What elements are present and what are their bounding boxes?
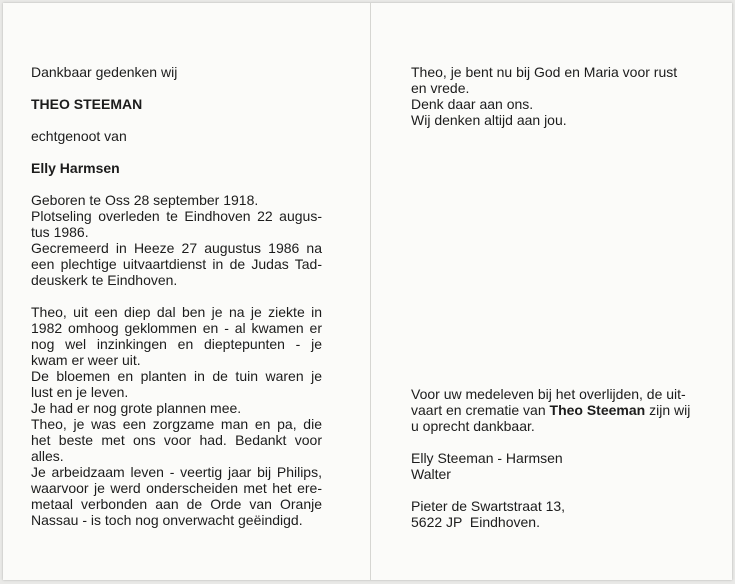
deceased-name: THEO STEEMAN	[31, 96, 143, 112]
signatory: Walter	[411, 466, 451, 482]
bio-line: Plotseling overleden te Eindhoven 22 augus-	[31, 208, 322, 224]
tribute-line: lust en je leven.	[31, 384, 129, 400]
left-panel	[31, 64, 322, 528]
thanks-text: vaart en crematie van	[411, 402, 550, 418]
bio-line: Geboren te Oss 28 september 1918.	[31, 192, 259, 208]
tribute-line: Theo, je was een zorgzame man en pa, die	[31, 416, 322, 432]
right-panel	[411, 64, 711, 128]
poem-line: en vrede.	[411, 80, 470, 96]
relation-line: echtgenoot van	[31, 128, 127, 144]
tribute-line: nog wel inzinkingen en dieptepunten - je	[31, 336, 322, 352]
poem-line: Denk daar aan ons.	[411, 96, 534, 112]
tribute-line: Nassau - is toch nog onverwacht geëindigd.	[31, 512, 303, 528]
signatory: Elly Steeman - Harmsen	[411, 450, 563, 466]
card-fold-line	[370, 3, 371, 580]
tribute-line: Je had er nog grote plannen mee.	[31, 400, 242, 416]
spouse-name: Elly Harmsen	[31, 160, 120, 176]
bio-line: een plechtige uitvaartdienst in de Judas Tad-	[31, 256, 322, 272]
tribute-line: 1982 omhoog geklommen en - al kwamen er	[31, 320, 322, 336]
address-line: 5622 JP Eindhoven.	[411, 514, 540, 530]
tribute-line: Theo, uit een diep dal ben je na je ziekte in	[31, 304, 322, 320]
thanks-name: Theo Steeman	[549, 402, 646, 418]
poem-line: Theo, je bent nu bij God en Maria voor rust	[411, 64, 678, 80]
poem-line: Wij denken altijd aan jou.	[411, 112, 567, 128]
thanks-line: Voor uw medeleven bij het overlijden, de uit-	[411, 386, 686, 402]
thanks-text: zijn wij	[645, 402, 691, 418]
tribute-line: het beste met ons voor had. Bedankt voor	[31, 432, 322, 448]
tribute-line: kwam er weer uit.	[31, 352, 141, 368]
tribute-line: waarvoor je werd onderscheiden met het ere-	[31, 480, 322, 496]
bio-line: Gecremeerd in Heeze 27 augustus 1986 na	[31, 240, 322, 256]
thanks-block	[411, 386, 711, 530]
tribute-line: Je arbeidzaam leven - veertig jaar bij Philips,	[31, 464, 322, 480]
thanks-line: u oprecht dankbaar.	[411, 418, 535, 434]
bio-line: tus 1986.	[31, 224, 89, 240]
address-line: Pieter de Swartstraat 13,	[411, 498, 566, 514]
thanks-line	[411, 402, 711, 418]
tribute-line: De bloemen en planten in de tuin waren je	[31, 368, 322, 384]
tribute-line: alles.	[31, 448, 64, 464]
tribute-line: metaal verbonden aan de Orde van Oranje	[31, 496, 322, 512]
intro-line: Dankbaar gedenken wij	[31, 64, 178, 80]
bio-line: deuskerk te Eindhoven.	[31, 272, 178, 288]
